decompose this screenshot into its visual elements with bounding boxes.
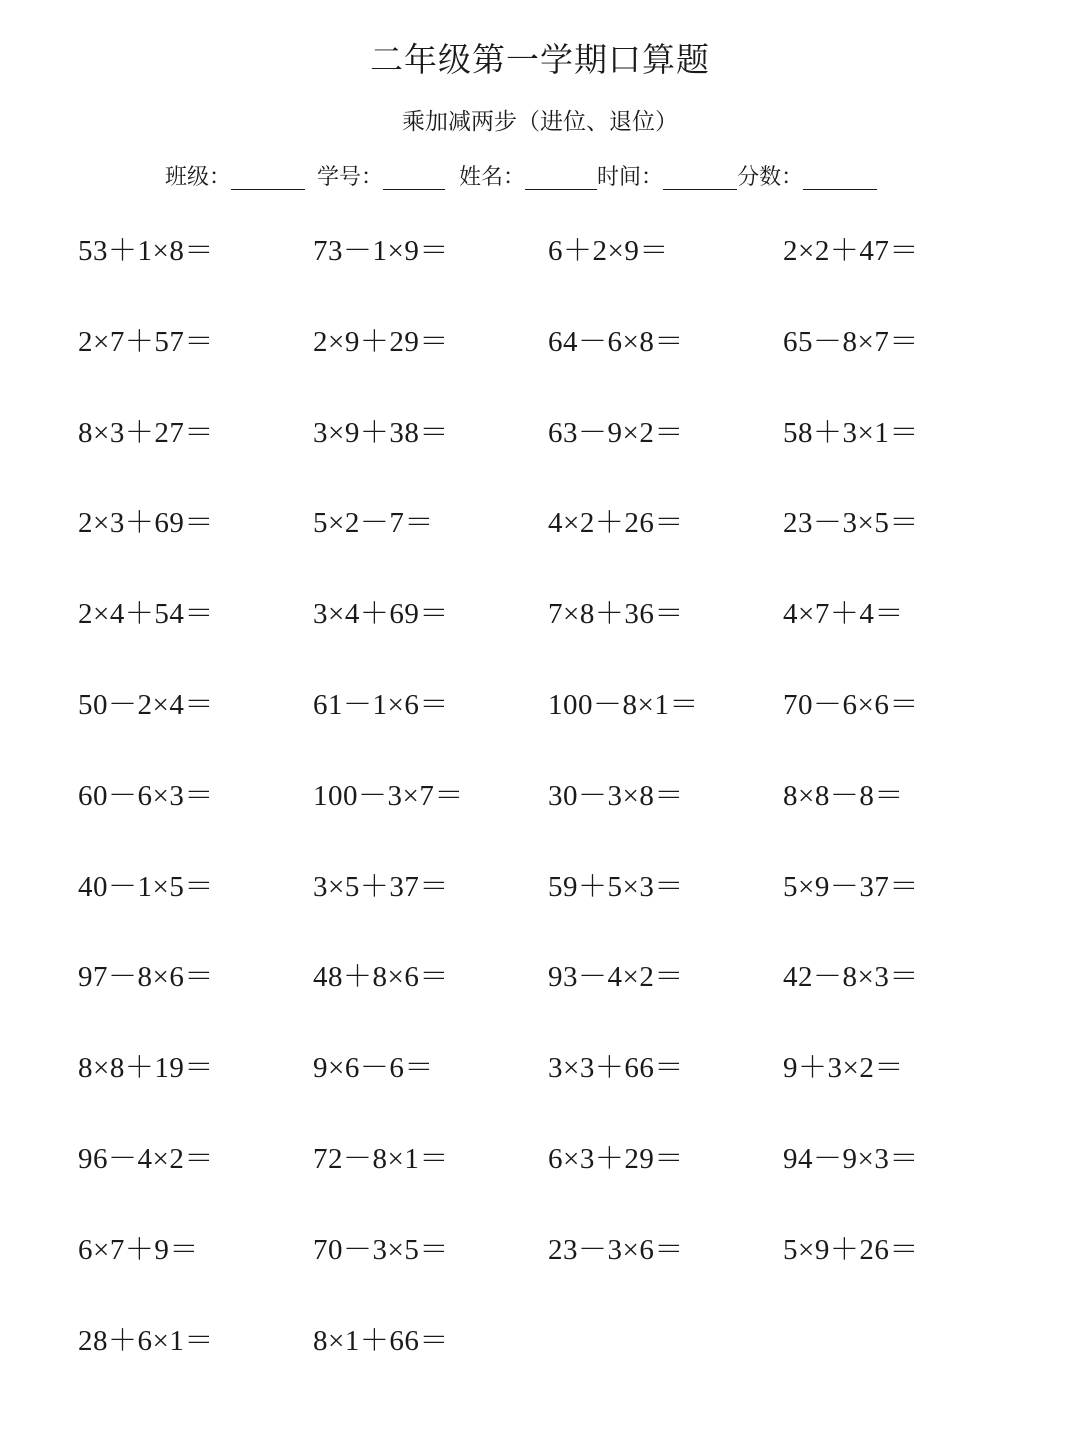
math-problem: 63－9×2＝: [548, 416, 684, 449]
math-problem: 2×4＋54＝: [78, 598, 214, 631]
math-problem: 6＋2×9＝: [548, 235, 669, 267]
class-blank[interactable]: [231, 165, 305, 190]
math-problem: 9×6－6＝: [313, 1052, 434, 1085]
math-problem: 64－6×8＝: [548, 325, 684, 358]
math-problem: 2×9＋29＝: [313, 325, 449, 358]
math-problem: 65－8×7＝: [783, 325, 919, 358]
class-label: 班级：: [165, 165, 232, 190]
problem-grid: [78, 221, 1038, 1401]
page-title: 二年级第一学期口算题: [370, 40, 710, 79]
math-problem: 5×9－37＝: [783, 870, 919, 903]
math-problem: 73－1×9＝: [313, 235, 449, 267]
math-problem: 3×3＋66＝: [548, 1052, 684, 1085]
math-problem: 60－6×3＝: [78, 779, 214, 812]
math-problem: 5×2－7＝: [313, 507, 434, 540]
math-problem: 28＋6×1＝: [78, 1324, 214, 1357]
math-problem: 3×5＋37＝: [313, 870, 449, 903]
math-problem: 97－8×6＝: [78, 961, 214, 994]
name-label: 姓名：: [459, 165, 526, 190]
math-problem: 8×8－8＝: [783, 779, 904, 812]
math-problem: 59＋5×3＝: [548, 870, 684, 903]
math-problem: 72－8×1＝: [313, 1142, 449, 1175]
name-blank[interactable]: [525, 165, 597, 190]
math-problem: 4×2＋26＝: [548, 507, 684, 540]
math-problem: 48＋8×6＝: [313, 961, 449, 994]
math-problem: 94－9×3＝: [783, 1142, 919, 1175]
math-problem: 30－3×8＝: [548, 779, 684, 812]
math-problem: 7×8＋36＝: [548, 598, 684, 631]
math-problem: 9＋3×2＝: [783, 1052, 904, 1085]
math-problem: 93－4×2＝: [548, 961, 684, 994]
math-problem: 61－1×6＝: [313, 688, 449, 721]
student-number-blank[interactable]: [383, 165, 445, 190]
math-problem: 8×8＋19＝: [78, 1052, 214, 1085]
math-problem: 23－3×6＝: [548, 1233, 684, 1266]
math-problem: 3×4＋69＝: [313, 598, 449, 631]
math-problem: 100－8×1＝: [548, 688, 699, 721]
math-problem: 58＋3×1＝: [783, 416, 919, 449]
math-problem: 70－6×6＝: [783, 688, 919, 721]
student-number-label: 学号：: [317, 165, 384, 190]
math-problem: 8×3＋27＝: [78, 416, 214, 449]
math-problem: 50－2×4＝: [78, 688, 214, 721]
student-info-row: [165, 160, 877, 196]
math-problem: 8×1＋66＝: [313, 1324, 449, 1357]
score-blank[interactable]: [803, 165, 877, 190]
page-subtitle: 乘加减两步（进位、退位）: [402, 109, 678, 135]
math-problem: 5×9＋26＝: [783, 1233, 919, 1266]
math-problem: 2×2＋47＝: [783, 235, 919, 267]
math-problem: 42－8×3＝: [783, 961, 919, 994]
math-problem: 70－3×5＝: [313, 1233, 449, 1266]
math-problem: 2×3＋69＝: [78, 507, 214, 540]
math-problem: 6×7＋9＝: [78, 1233, 199, 1266]
math-problem: 3×9＋38＝: [313, 416, 449, 449]
score-label: 分数：: [737, 165, 804, 190]
math-problem: 40－1×5＝: [78, 870, 214, 903]
math-problem: 23－3×5＝: [783, 507, 919, 540]
math-problem: 96－4×2＝: [78, 1142, 214, 1175]
math-problem: 6×3＋29＝: [548, 1142, 684, 1175]
time-blank[interactable]: [663, 165, 737, 190]
time-label: 时间：: [597, 165, 664, 190]
math-problem: 53＋1×8＝: [78, 235, 214, 267]
math-problem: 4×7＋4＝: [783, 598, 904, 631]
math-problem: 100－3×7＝: [313, 779, 464, 812]
math-problem: 2×7＋57＝: [78, 325, 214, 358]
